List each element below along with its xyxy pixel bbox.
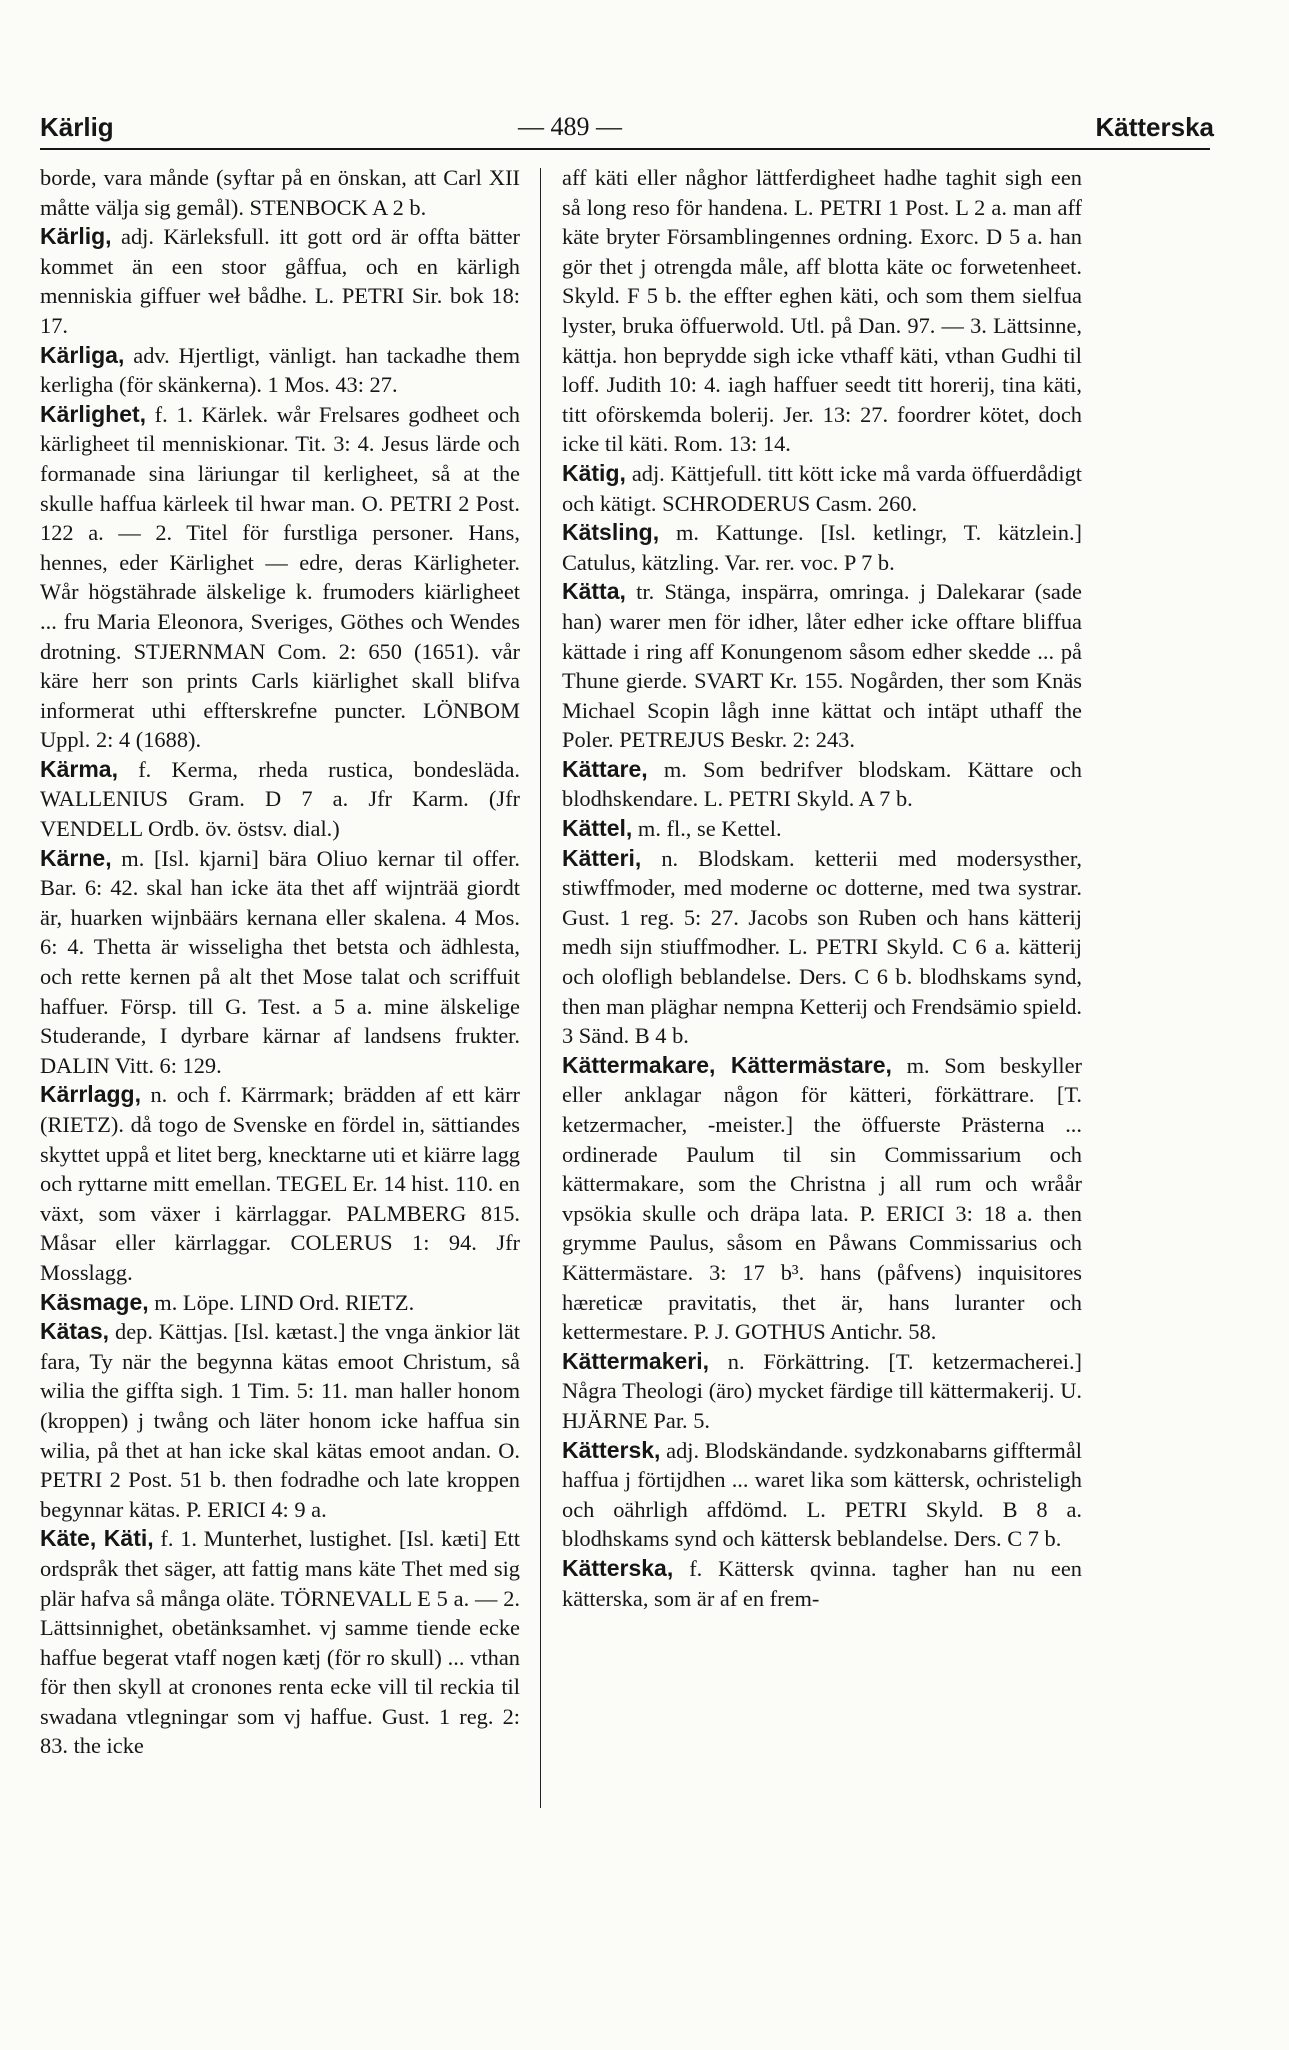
entry-headword: Kätterska,: [562, 1554, 674, 1581]
entry-headword: Käte, Käti,: [40, 1525, 154, 1552]
dictionary-entry: [40, 844, 520, 1081]
running-head-right: Kätterska: [1095, 112, 1214, 142]
entry-text: m. Kattunge. [Isl. ketlingr, T. kätzlein.] Catulus, kätzling. Var. rer. voc. P 7 b.: [562, 520, 1082, 575]
entry-text: adj. Kättjefull. titt kött icke må varda öffuerdådigt och kätigt. SCHRODERUS Casm. 260.: [562, 460, 1082, 516]
dictionary-entry: [562, 1554, 1082, 1613]
column-divider: [540, 168, 541, 1808]
dictionary-entry: [562, 1051, 1082, 1347]
entry-headword: Käsmage,: [40, 1288, 149, 1315]
dictionary-entry: [562, 1347, 1082, 1436]
dictionary-entry: [40, 222, 520, 340]
dictionary-entry: [562, 459, 1082, 518]
left-column: [40, 163, 520, 1761]
entry-text: m. Som beskyller eller anklagar någon för kätteri, förkättrare. [T. ketzermacher, -meister.] the öffuerste Prästerna ... ordinerade Paulum til sin Commissarium och kättermakare, som the Christna j all rum och wråår vpsökia skulle och dräpa lata. P. ERICI 3: 18 a. then grymme Paulus, såsom en Påwans Commissarius och Kättermästare. 3: 17 b³. hans (påfvens) inquisitores hæreticæ pravitatis, thet är, hans luranter och kettermestare. P. J. GOTHUS Antichr. 58.: [562, 1052, 1082, 1345]
dictionary-entry: [40, 1317, 520, 1524]
dictionary-entry: [562, 814, 1082, 844]
entry-text: n. Förkättring. [T. ketzermacherei.] Några Theologi (äro) mycket färdige till kättermakerij. U. HJÄRNE Par. 5.: [562, 1348, 1082, 1433]
entry-headword: Kättermakare, Kättermästare,: [562, 1051, 892, 1078]
entry-headword: Kättermakeri,: [562, 1347, 710, 1374]
entry-headword: Kärne,: [40, 844, 112, 871]
dictionary-entry: [40, 1288, 520, 1318]
dictionary-entry: [40, 400, 520, 755]
entry-headword: Kärrlagg,: [40, 1081, 141, 1108]
entry-text: f. 1. Munterhet, lustighet. [Isl. kæti] Ett ordspråk thet säger, att fattig mans käte Thet med sig plär hafva så många oläte. TÖRNEVALL E 5 a. — 2. Lättsinnighet, obetänksamhet. vj samme tiende ecke haffue begerat vtaff nogen kætj (för ro skull) ... vthan för then skyll at cronones renta ecke vill til reckia til swadana vtlegningar som vj haffue. Gust. 1 reg. 2: 83. the icke: [40, 1526, 520, 1759]
entry-text: m. fl., se Kettel.: [637, 816, 782, 842]
dictionary-entry: [40, 341, 520, 400]
entry-headword: Kärma,: [40, 755, 118, 782]
page-header: [0, 112, 1289, 146]
entry-text: m. Som bedrifver blodskam. Kättare och blodhskendare. L. PETRI Skyld. A 7 b.: [562, 756, 1082, 812]
entry-text: n. Blodskam. ketterii med modersysther, stiwffmoder, med moderne oc dotterne, med twa systrar. Gust. 1 reg. 5: 27. Jacobs son Ruben och hans kätterij medh sijn stiuffmodher. L. PETRI Skyld. C 6 a. kätterij och olofligh beblandelse. Ders. C 6 b. blodhskams synd, then man pläghar nempna Ketterij och Frendsämio spield. 3 Sänd. B 4 b.: [562, 845, 1082, 1049]
entry-text: m. Löpe. LIND Ord. RIETZ.: [154, 1289, 415, 1315]
entry-headword: Kätig,: [562, 459, 626, 486]
entry-text: adj. Kärleksfull. itt gott ord är offta bätter kommet än een stoor gåffua, och en kärligh menniskia giffuer weł bådhe. L. PETRI Sir. bok 18: 17.: [40, 224, 520, 338]
dictionary-entry: [562, 1436, 1082, 1554]
entry-text: dep. Kättjas. [Isl. kætast.] the vnga änkior lät fara, Ty när the begynna kätas emoot Christum, så wilia the giffta sigh. 1 Tim. 5: 11. man haller honom (kroppen) j twång och läter honom icke haffua sin wilia, på thet at han icke skal kätas emoot andan. O. PETRI 2 Post. 51 b. then fodradhe och late kroppen begynnar kätas. P. ERICI 4: 9 a.: [40, 1319, 520, 1522]
running-head-left: Kärlig: [40, 112, 114, 142]
entry-text: f. 1. Kärlek. wår Frelsares godheet och kärligheet til menniskionar. Tit. 3: 4. Jesus lärde och formanade sina läriungar til kerligheet, så at the skulle haffua kärleek til hwar man. O. PETRI 2 Post. 122 a. — 2. Titel för furstliga personer. Hans, hennes, eder Kärlighet — edre, deras Kärligheter. Wår högstährade älskelige k. frumoders kiärligheet ... fru Maria Eleonora, Sveriges, Göthes och Wendes drotning. STJERNMAN Com. 2: 650 (1651). vår käre herr son prints Carls kiärlighet skall blifva informerat uthi effterskrefne puncter. LÖNBOM Uppl. 2: 4 (1688).: [40, 401, 521, 753]
entry-headword: Kärlighet,: [40, 400, 147, 427]
entry-text: adv. Hjertligt, vänligt. han tackadhe them kerligha (för skänkerna). 1 Mos. 43: 27.: [40, 342, 520, 398]
dictionary-entry: [40, 1080, 520, 1287]
entry-text: adj. Blodskändande. sydzkonabarns gifftermål haffua j förtijdhen ... waret lika som kättersk, ochristeligh och oährligh affdömd. L. PETRI Skyld. B 8 a. blodhskams synd och kättersk beblandelse. Ders. C 7 b.: [562, 1437, 1082, 1552]
entry-headword: Kättare,: [562, 755, 648, 782]
entry-headword: Kättersk,: [562, 1436, 661, 1463]
entry-text: f. Kättersk qvinna. tagher han nu een kätterska, som är af en frem-: [562, 1555, 1083, 1611]
entry-text: f. Kerma, rheda rustica, bondesläda. WALLENIUS Gram. D 7 a. Jfr Karm. (Jfr VENDELL Ordb. öv. östsv. dial.): [40, 756, 520, 842]
entry-headword: Kärlig,: [40, 223, 112, 250]
entry-headword: Kätas,: [40, 1318, 110, 1345]
entry-text: n. och f. Kärrmark; brädden af ett kärr (RIETZ). då togo de Svenske en fördel in, sättiandes skyttet uppå et litet berg, knecktarne uti et kiärre lagg och ryttarne mitt emellan. TEGEL Er. 14 hist. 110. en växt, som växer i kärrlaggar. PALMBERG 815. Måsar eller kärrlaggar. COLERUS 1: 94. Jfr Mosslagg.: [40, 1082, 520, 1285]
entry-headword: Kätteri,: [562, 844, 642, 871]
right-column: [562, 163, 1082, 1613]
entry-text: tr. Stänga, inspärra, omringa. j Dalekarar (sade han) warer men för idher, låter edher icke offtare bliffua kättade i ring aff Konungenom såsom edher skedde ... på Thune gierde. SVART Kr. 155. Nogården, ther som Knäs Michael Scopin lågh inne kättat och intäpt uthaff the Poler. PETREJUS Beskr. 2: 243.: [562, 579, 1082, 753]
entry-text: m. [Isl. kjarni] bära Oliuo kernar til offer. Bar. 6: 42. skal han icke äta thet aff wijnträä giordt är, huarken wijnbäärs kernana eller skalena. 4 Mos. 6: 4. Thetta är wisseligha thet betsta och ädhlesta, och rette kernen på alt thet Mose talat och scriffuit haffuer. Försp. till G. Test. a 5 a. mine älskelige Studerande, I dyrbare kärnar af landsens frukter. DALIN Vitt. 6: 129.: [40, 845, 520, 1078]
entry-headword: Kätta,: [562, 578, 626, 605]
dictionary-entry: [562, 755, 1082, 814]
entry-text: borde, vara månde (syftar på en önskan, att Carl XII måtte välja sig gemål). STENBOCK A 2 b.: [40, 165, 520, 220]
page-number: — 489 —: [518, 112, 622, 141]
dictionary-entry: [562, 577, 1082, 755]
entry-headword: Kärliga,: [40, 341, 125, 368]
entry-text: aff käti eller någhor lättferdigheet hadhe taghit sigh een så long reso för handena. L. PETRI 1 Post. L 2 a. man aff käte bryter Församblingennes ordning. Exorc. D 5 a. han gör thet j otrengda måle, aff blotta käte oc forwetenheet. Skyld. F 5 b. the effter eghen käti, och som them sielfua lyster, bruka öffuerwold. Utl. på Dan. 97. — 3. Lättsinne, kättja. hon beprydde sigh icke vthaff käti, vthan Gudhi til loff. Judith 10: 4. iagh haffuer seedt titt horerij, tina käti, titt oförskemda bolerij. Jer. 13: 27. foordrer kötet, doch icke til käti. Rom. 13: 14.: [562, 165, 1082, 457]
dictionary-entry: [40, 163, 520, 222]
entry-headword: Kättel,: [562, 815, 633, 842]
dictionary-entry: [562, 163, 1082, 459]
dictionary-entry: [562, 844, 1082, 1051]
header-rule: [40, 148, 1210, 150]
dictionary-entry: [40, 1524, 520, 1761]
entry-headword: Kätsling,: [562, 519, 660, 546]
dictionary-entry: [40, 755, 520, 844]
dictionary-entry: [562, 518, 1082, 577]
